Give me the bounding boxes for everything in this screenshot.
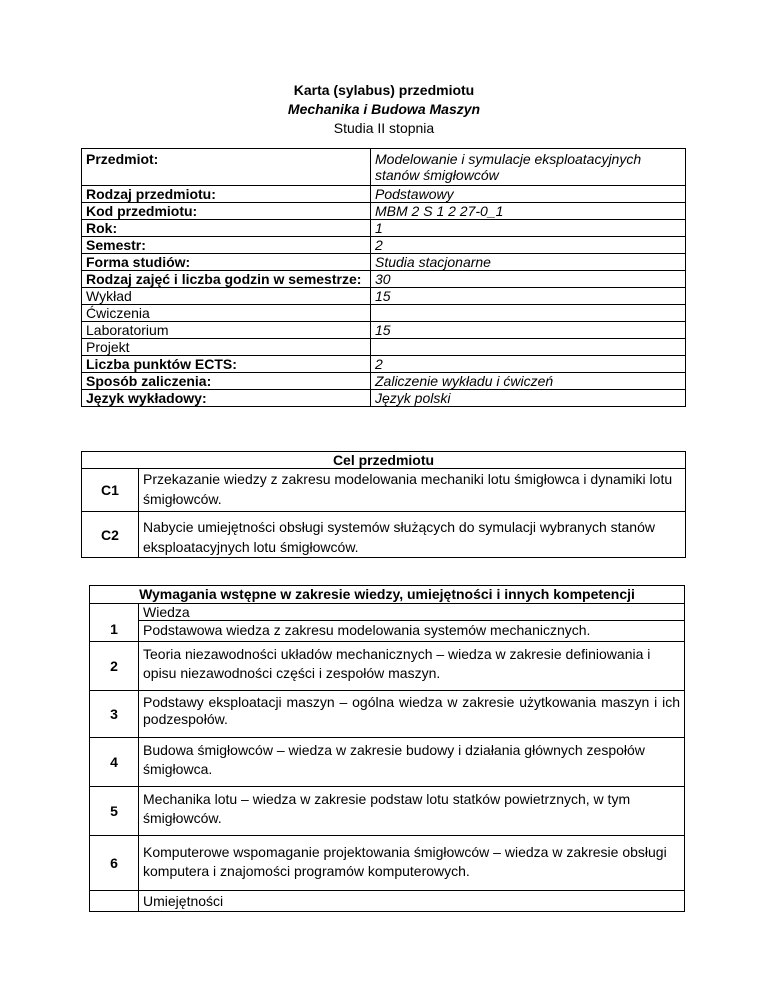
jezyk-label: Język wykładowy:: [82, 390, 371, 407]
wymagania-number: 3: [90, 691, 139, 738]
cel-caption: Cel przedmiotu: [82, 452, 686, 469]
course-info-table: [81, 148, 686, 407]
forma-label: Forma studiów:: [82, 254, 371, 271]
wiedza-label: Wiedza: [139, 604, 685, 621]
zaliczenie-label: Sposób zaliczenia:: [82, 373, 371, 390]
table-row: [82, 373, 686, 390]
table-row: [90, 836, 685, 891]
wymagania-text: Podstawy eksploatacji maszyn – ogólna wiedza w zakresie użytkowania maszyn i ich podzespołów.: [139, 691, 685, 738]
zaliczenie-value: Zaliczenie wykładu i ćwiczeń: [371, 373, 686, 390]
wymagania-text: Teoria niezawodności układów mechanicznych – wiedza w zakresie definiowania i opisu niezawodności części i zespołów maszyn.: [139, 642, 685, 691]
rodzaj-value: Podstawowy: [371, 186, 686, 203]
cwiczenia-label: Ćwiczenia: [82, 305, 371, 322]
cel-code: C1: [82, 469, 139, 512]
rok-value: 1: [371, 220, 686, 237]
semestr-value: 2: [371, 237, 686, 254]
table-row: [82, 149, 686, 186]
godziny-value: 30: [371, 271, 686, 288]
wymagania-text: Budowa śmigłowców – wiedza w zakresie budowy i działania głównych zespołów śmigłowca.: [139, 738, 685, 787]
table-row: [82, 322, 686, 339]
table-row: [90, 642, 685, 691]
table-row: [82, 390, 686, 407]
projekt-label: Projekt: [82, 339, 371, 356]
ects-value: 2: [371, 356, 686, 373]
table-row: [82, 237, 686, 254]
table-row: [82, 254, 686, 271]
godziny-label: Rodzaj zajęć i liczba godzin w semestrze:: [82, 271, 371, 288]
wymagania-number: 1: [90, 604, 139, 642]
cel-text: Nabycie umiejętności obsługi systemów służących do symulacji wybranych stanów eksploatacyjnych lotu śmigłowców.: [139, 512, 686, 558]
wymagania-text: Mechanika lotu – wiedza w zakresie podstaw lotu statków powietrznych, w tym śmigłowców.: [139, 787, 685, 836]
table-row: [82, 288, 686, 305]
kod-label: Kod przedmiotu:: [82, 203, 371, 220]
table-row: [90, 621, 685, 642]
cel-code: C2: [82, 512, 139, 558]
cel-przedmiotu-table: [81, 451, 686, 558]
table-row: [90, 604, 685, 621]
laboratorium-value: 15: [371, 322, 686, 339]
table-row: [90, 891, 685, 912]
forma-value: Studia stacjonarne: [371, 254, 686, 271]
kod-value: MBM 2 S 1 2 27-0_1: [371, 203, 686, 220]
rok-label: Rok:: [82, 220, 371, 237]
wymagania-text: Komputerowe wspomaganie projektowania śmigłowców – wiedza w zakresie obsługi komputera i znajomości programów komputerowych.: [139, 836, 685, 891]
empty-number-cell: [90, 891, 139, 912]
cwiczenia-value: [371, 305, 686, 322]
table-row: [82, 356, 686, 373]
rodzaj-label: Rodzaj przedmiotu:: [82, 186, 371, 203]
wymagania-number: 6: [90, 836, 139, 891]
table-row: [82, 220, 686, 237]
cel-text: Przekazanie wiedzy z zakresu modelowania mechaniki lotu śmigłowca i dynamiki lotu śmigłowców.: [139, 469, 686, 512]
wymagania-table: [89, 585, 685, 912]
table-row: [82, 203, 686, 220]
table-row: [82, 339, 686, 356]
semestr-label: Semestr:: [82, 237, 371, 254]
table-row: [90, 787, 685, 836]
ects-label: Liczba punktów ECTS:: [82, 356, 371, 373]
przedmiot-label: Przedmiot:: [82, 149, 371, 186]
wymagania-number: 5: [90, 787, 139, 836]
table-row: [90, 691, 685, 738]
table-caption-row: [82, 452, 686, 469]
jezyk-value: Język polski: [371, 390, 686, 407]
document-subtitle: Mechanika i Budowa Maszyn: [287, 101, 481, 117]
table-row: [90, 738, 685, 787]
wymagania-number: 4: [90, 738, 139, 787]
table-caption-row: [90, 586, 685, 604]
projekt-value: [371, 339, 686, 356]
wymagania-number: 2: [90, 642, 139, 691]
umiejetnosci-label: Umiejętności: [139, 891, 685, 912]
laboratorium-label: Laboratorium: [82, 322, 371, 339]
table-row: [82, 469, 686, 512]
table-row: [82, 512, 686, 558]
wyklad-value: 15: [371, 288, 686, 305]
przedmiot-value: Modelowanie i symulacje eksploatacyjnych stanów śmigłowców: [371, 149, 686, 186]
table-row: [82, 305, 686, 322]
table-row: [82, 271, 686, 288]
table-row: [82, 186, 686, 203]
wymagania-text: Podstawowa wiedza z zakresu modelowania systemów mechanicznych.: [139, 621, 685, 642]
document-title: Karta (sylabus) przedmiotu: [293, 82, 475, 98]
study-level: Studia II stopnia: [333, 120, 435, 136]
wymagania-caption: Wymagania wstępne w zakresie wiedzy, umiejętności i innych kompetencji: [90, 586, 685, 604]
wyklad-label: Wykład: [82, 288, 371, 305]
document-header: [0, 81, 768, 138]
